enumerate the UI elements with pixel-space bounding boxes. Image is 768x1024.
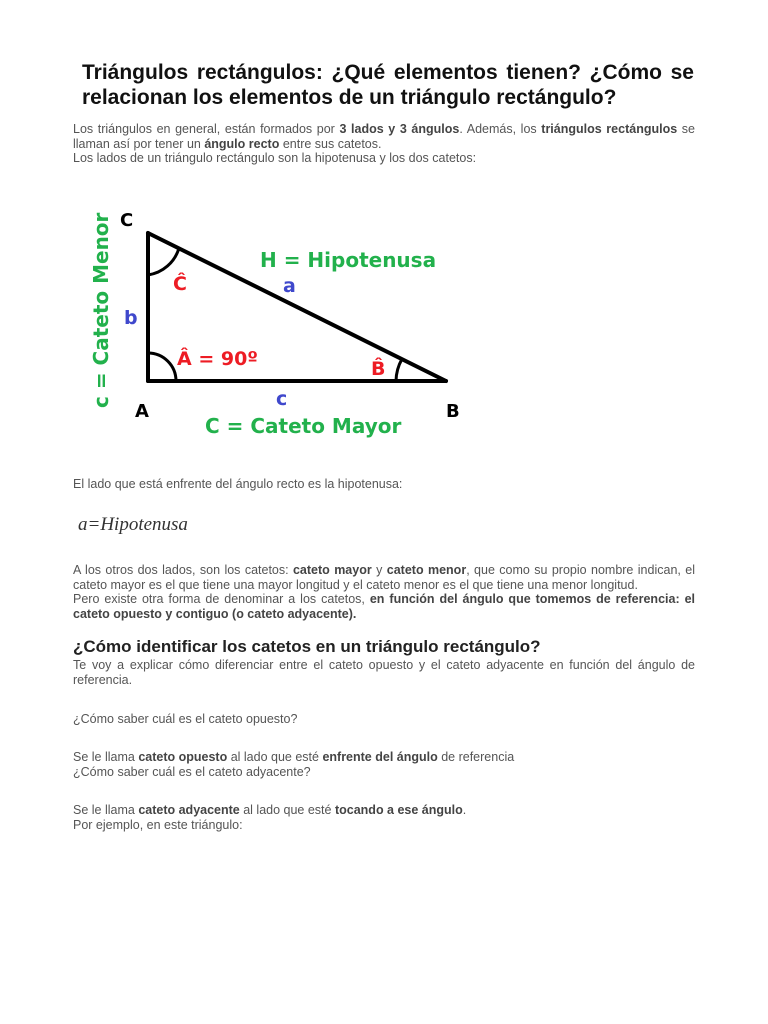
cateto-menor-label: c = Cateto Menor bbox=[89, 212, 113, 408]
angle-b-arc bbox=[396, 359, 402, 381]
intro-paragraph: Los triángulos en general, están formados por 3 lados y 3 ángulos. Además, los triángulos rectángulos se llaman así por tener un ángulo recto entre sus catetos. Los lados de un triángulo rectángulo son la hipotenusa y los dos catetos: bbox=[73, 122, 695, 165]
question-opuesto: ¿Cómo saber cuál es el cateto opuesto? bbox=[73, 712, 298, 726]
adyacente-paragraph: Se le llama cateto adyacente al lado que esté tocando a ese ángulo. Por ejemplo, en este triángulo: bbox=[73, 803, 695, 832]
cateto-mayor-label: C = Cateto Mayor bbox=[205, 414, 402, 438]
vertex-c-label: C bbox=[120, 210, 134, 231]
opuesto-paragraph: Se le llama cateto opuesto al lado que esté enfrente del ángulo de referencia ¿Cómo saber cuál es el cateto adyacente? bbox=[73, 750, 695, 779]
catetos-alt-sentence: Pero existe otra forma de denominar a los catetos, en función del ángulo que tomemos de referencia: el cateto opuesto y contiguo (o cateto adyacente). bbox=[73, 592, 695, 621]
explain-paragraph: Te voy a explicar cómo diferenciar entre el cateto opuesto y el cateto adyacente en función del ángulo de referencia. bbox=[73, 658, 695, 687]
angle-c-label: Ĉ bbox=[173, 273, 187, 295]
vertex-b-label: B bbox=[446, 401, 460, 422]
angle-c-arc bbox=[148, 248, 179, 275]
angle-a-arc bbox=[148, 353, 176, 381]
ejemplo-sentence: Por ejemplo, en este triángulo: bbox=[73, 817, 243, 832]
vertex-a-label: A bbox=[135, 401, 149, 422]
question-adyacente: ¿Cómo saber cuál es el cateto adyacente? bbox=[73, 764, 311, 779]
side-b-label: b bbox=[124, 307, 138, 329]
angle-a-label: Â = 90º bbox=[177, 348, 259, 370]
angle-b-label: B̂ bbox=[371, 358, 386, 380]
side-a-label: a bbox=[283, 275, 296, 297]
hipotenusa-sentence: El lado que está enfrente del ángulo recto es la hipotenusa: bbox=[73, 477, 403, 491]
hipotenusa-label: H = Hipotenusa bbox=[260, 248, 437, 272]
intro-sides-sentence: Los lados de un triángulo rectángulo son la hipotenusa y los dos catetos: bbox=[73, 151, 477, 165]
right-triangle-diagram bbox=[80, 200, 480, 445]
hipotenusa-formula: a=Hipotenusa bbox=[78, 514, 188, 535]
catetos-paragraph: A los otros dos lados, son los catetos: cateto mayor y cateto menor, que como su propio nombre indican, el cateto mayor es el que tiene una mayor longitud y el cateto menor es el que tiene una menor longitud. Pero existe otra forma de denominar a los catetos, en función del ángulo que tomemos de referencia: el cateto opuesto y contiguo (o cateto adyacente). bbox=[73, 563, 695, 621]
section-heading: ¿Cómo identificar los catetos en un triángulo rectángulo? bbox=[73, 637, 541, 656]
page-title: Triángulos rectángulos: ¿Qué elementos tienen? ¿Cómo se relacionan los elementos de un triángulo rectángulo? bbox=[82, 61, 694, 109]
side-c-label: c bbox=[276, 388, 288, 410]
